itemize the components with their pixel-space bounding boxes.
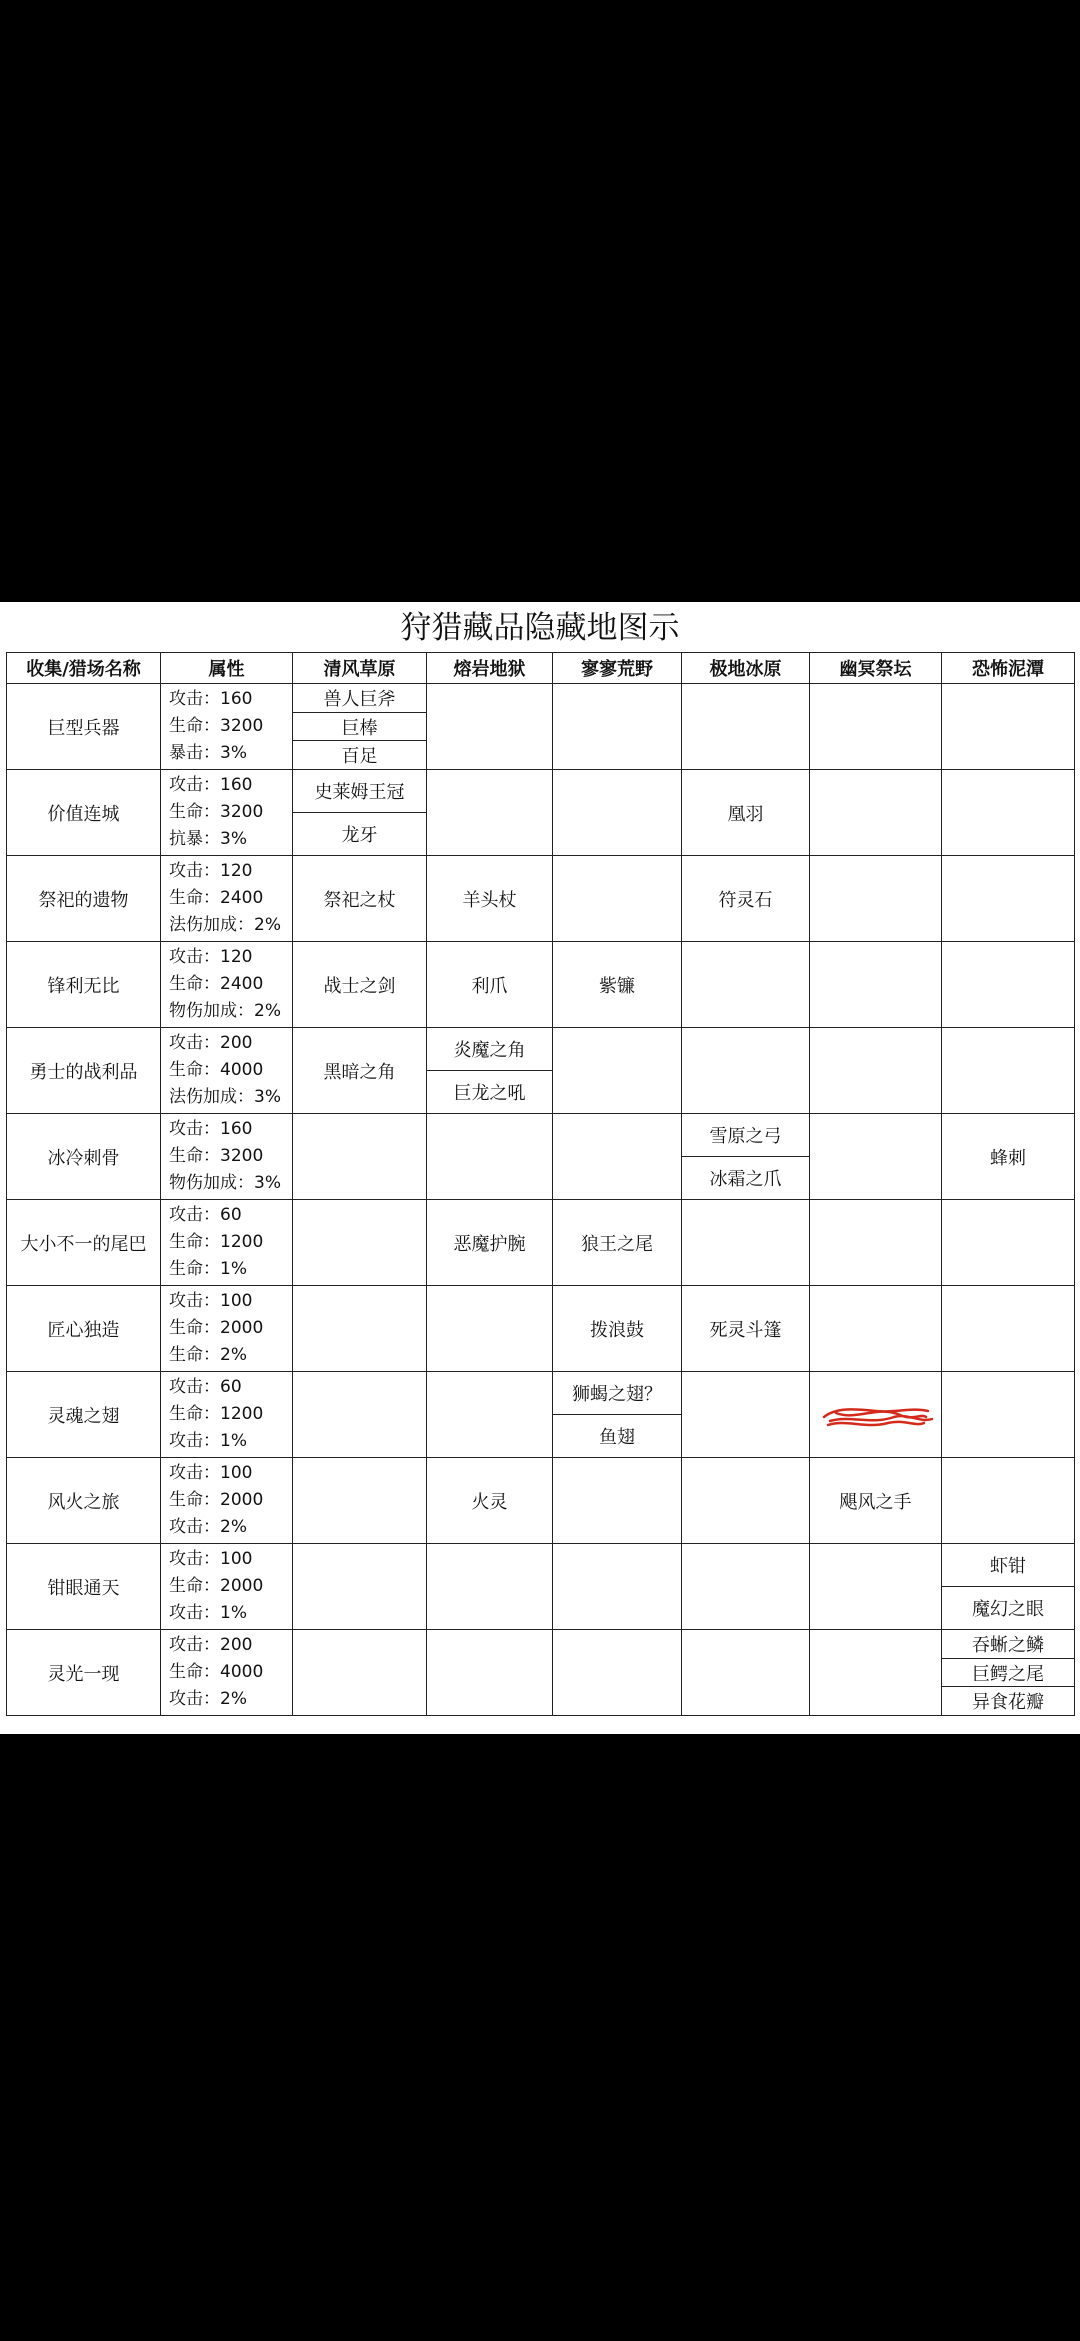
location-cell <box>553 1200 682 1286</box>
collectible-item: 巨棒 <box>293 712 426 741</box>
location-cell <box>427 1286 553 1372</box>
attribute-cell <box>161 1028 293 1114</box>
location-cell <box>293 856 427 942</box>
location-cell <box>810 684 942 770</box>
collectible-item: 飓风之手 <box>839 1491 912 1513</box>
collection-name: 冰冷刺骨 <box>7 1114 161 1200</box>
attribute-line: 法伤加成：2% <box>169 915 281 935</box>
header-cell: 幽冥祭坛 <box>810 653 942 684</box>
location-cell <box>942 1544 1075 1630</box>
collectible-item: 冰霜之爪 <box>682 1156 809 1199</box>
attribute-line: 攻击：1% <box>169 1431 247 1451</box>
header-cell: 恐怖泥潭 <box>942 653 1075 684</box>
attribute-line: 生命：1% <box>169 1259 247 1279</box>
table-row <box>7 942 1075 1028</box>
collectible-item: 拨浪鼓 <box>590 1319 644 1341</box>
header-cell: 收集/猎场名称 <box>7 653 161 684</box>
location-cell <box>682 1114 810 1200</box>
collectible-item: 虾钳 <box>990 1556 1026 1577</box>
location-cell <box>682 1458 810 1544</box>
location-cell <box>293 1458 427 1544</box>
collectible-item: 紫镰 <box>599 975 635 997</box>
collectible-item: 吞蜥之鳞 <box>972 1634 1044 1656</box>
attribute-line: 生命：2% <box>169 1345 247 1365</box>
header-cell: 极地冰原 <box>682 653 810 684</box>
collection-name: 大小不一的尾巴 <box>7 1200 161 1286</box>
attribute-line: 攻击：60 <box>169 1377 242 1397</box>
location-cell <box>293 1544 427 1630</box>
attribute-line: 法伤加成：3% <box>169 1087 281 1107</box>
attribute-cell <box>161 1544 293 1630</box>
location-cell <box>553 684 682 770</box>
collectible-item: 恶魔护腕 <box>453 1233 526 1255</box>
location-cell <box>427 1372 553 1458</box>
table-row <box>7 1372 1075 1458</box>
attribute-cell <box>161 1372 293 1458</box>
location-cell <box>553 856 682 942</box>
location-cell <box>942 770 1075 856</box>
table-row <box>7 1286 1075 1372</box>
collectible-item: 狼王之尾 <box>581 1233 653 1255</box>
location-cell <box>553 1286 682 1372</box>
attribute-line: 生命：2000 <box>169 1318 264 1338</box>
location-cell <box>810 770 942 856</box>
location-cell <box>682 1372 810 1458</box>
collectible-item: 异食花瓣 <box>942 1686 1074 1715</box>
collection-name: 匠心独造 <box>7 1286 161 1372</box>
header-cell: 属性 <box>161 653 293 684</box>
collection-name: 价值连城 <box>7 770 161 856</box>
attribute-line: 生命：2400 <box>169 974 264 994</box>
document-page <box>0 602 1080 1734</box>
attribute-line: 生命：3200 <box>169 802 264 822</box>
location-cell <box>293 1114 427 1200</box>
location-cell <box>293 1286 427 1372</box>
attribute-line: 生命：3200 <box>169 716 264 736</box>
table-row <box>7 856 1075 942</box>
attribute-line: 生命：2400 <box>169 888 264 908</box>
attribute-line: 生命：2000 <box>169 1576 264 1596</box>
attribute-line: 攻击：2% <box>169 1517 247 1537</box>
attribute-line: 攻击：1% <box>169 1603 247 1623</box>
attribute-line: 物伤加成：3% <box>169 1173 281 1193</box>
table-row <box>7 1544 1075 1630</box>
collection-name: 灵光一现 <box>7 1630 161 1716</box>
attribute-cell <box>161 1630 293 1716</box>
attribute-line: 攻击：120 <box>169 861 253 881</box>
attribute-line: 生命：2000 <box>169 1490 264 1510</box>
table-row <box>7 1458 1075 1544</box>
collectible-item: 鱼翅 <box>553 1414 681 1457</box>
attribute-line: 攻击：160 <box>169 689 253 709</box>
collectible-item: 凰羽 <box>727 803 764 825</box>
location-cell <box>293 684 427 770</box>
attribute-line: 攻击：200 <box>169 1635 253 1655</box>
attribute-line: 生命：3200 <box>169 1146 264 1166</box>
location-cell <box>942 1286 1075 1372</box>
attribute-line: 攻击：160 <box>169 1119 253 1139</box>
location-cell <box>553 1458 682 1544</box>
location-cell <box>942 1372 1075 1458</box>
collectible-item: 狮蝎之翅？ <box>572 1384 662 1405</box>
location-cell <box>810 1200 942 1286</box>
collection-name: 巨型兵器 <box>7 684 161 770</box>
collectible-item: 史莱姆王冠 <box>314 782 405 803</box>
location-cell <box>682 684 810 770</box>
attribute-cell <box>161 1114 293 1200</box>
location-cell <box>682 770 810 856</box>
attribute-line: 生命：1200 <box>169 1232 264 1252</box>
collectible-item: 龙牙 <box>293 812 426 855</box>
location-cell <box>810 1372 942 1458</box>
location-cell <box>293 770 427 856</box>
location-cell <box>293 1630 427 1716</box>
collectible-item: 火灵 <box>471 1491 508 1513</box>
location-cell <box>427 770 553 856</box>
location-cell <box>682 856 810 942</box>
location-cell <box>942 942 1075 1028</box>
collectible-item: 祭祀之杖 <box>323 889 396 911</box>
attribute-line: 攻击：120 <box>169 947 253 967</box>
attribute-line: 攻击：200 <box>169 1033 253 1053</box>
location-cell <box>427 1630 553 1716</box>
location-cell <box>942 856 1075 942</box>
table-row <box>7 1114 1075 1200</box>
location-cell <box>427 1114 553 1200</box>
table-row <box>7 1200 1075 1286</box>
location-cell <box>682 1544 810 1630</box>
attribute-cell <box>161 1286 293 1372</box>
location-cell <box>293 1372 427 1458</box>
header-row <box>7 653 1075 684</box>
location-cell <box>810 1544 942 1630</box>
collectible-item: 巨龙之吼 <box>427 1070 552 1113</box>
location-cell <box>427 1028 553 1114</box>
collectible-item: 黑暗之角 <box>323 1061 396 1083</box>
collectible-item: 魔幻之眼 <box>942 1586 1074 1629</box>
header-cell: 熔岩地狱 <box>427 653 553 684</box>
location-cell <box>942 684 1075 770</box>
location-cell <box>682 1286 810 1372</box>
collectible-item: 战士之剑 <box>323 975 396 997</box>
collectible-item: 巨鳄之尾 <box>942 1658 1074 1687</box>
location-cell <box>293 942 427 1028</box>
location-cell <box>810 1028 942 1114</box>
location-cell <box>810 1286 942 1372</box>
collectible-item: 兽人巨斧 <box>323 688 396 710</box>
location-cell <box>427 942 553 1028</box>
location-cell <box>942 1458 1075 1544</box>
attribute-line: 攻击：2% <box>169 1689 247 1709</box>
attribute-line: 抗暴：3% <box>169 829 247 849</box>
attribute-line: 生命：4000 <box>169 1662 264 1682</box>
attribute-cell <box>161 684 293 770</box>
header-cell: 寥寥荒野 <box>553 653 682 684</box>
collection-name: 祭祀的遗物 <box>7 856 161 942</box>
attribute-line: 生命：4000 <box>169 1060 264 1080</box>
location-cell <box>553 770 682 856</box>
attribute-line: 攻击：100 <box>169 1463 253 1483</box>
collectible-item: 羊头杖 <box>462 889 517 911</box>
location-cell <box>553 1028 682 1114</box>
collection-name: 勇士的战利品 <box>7 1028 161 1114</box>
location-cell <box>810 1458 942 1544</box>
collection-name: 灵魂之翅 <box>7 1372 161 1458</box>
collection-table <box>6 652 1075 1716</box>
location-cell <box>553 1114 682 1200</box>
collectible-item: 死灵斗篷 <box>709 1319 782 1341</box>
collectible-item: 雪原之弓 <box>709 1126 782 1147</box>
collection-name: 锋利无比 <box>7 942 161 1028</box>
collectible-item: 炎魔之角 <box>453 1040 526 1061</box>
collection-name: 钳眼通天 <box>7 1544 161 1630</box>
attribute-cell <box>161 1458 293 1544</box>
location-cell <box>553 942 682 1028</box>
location-cell <box>682 942 810 1028</box>
location-cell <box>810 856 942 942</box>
location-cell <box>942 1200 1075 1286</box>
location-cell <box>427 856 553 942</box>
attribute-line: 攻击：100 <box>169 1291 253 1311</box>
attribute-cell <box>161 856 293 942</box>
attribute-line: 攻击：60 <box>169 1205 242 1225</box>
scribble-mark <box>816 1395 936 1435</box>
location-cell <box>810 1114 942 1200</box>
location-cell <box>553 1544 682 1630</box>
location-cell <box>682 1630 810 1716</box>
collection-name: 风火之旅 <box>7 1458 161 1544</box>
attribute-line: 攻击：160 <box>169 775 253 795</box>
location-cell <box>942 1630 1075 1716</box>
attribute-cell <box>161 770 293 856</box>
header-cell: 清风草原 <box>293 653 427 684</box>
location-cell <box>810 942 942 1028</box>
attribute-cell <box>161 942 293 1028</box>
location-cell <box>942 1028 1075 1114</box>
collectible-item: 百足 <box>293 740 426 769</box>
document-title: 狩猎藏品隐藏地图示 <box>400 610 680 646</box>
location-cell <box>810 1630 942 1716</box>
table-row <box>7 770 1075 856</box>
collectible-item: 利爪 <box>471 975 508 997</box>
attribute-line: 生命：1200 <box>169 1404 264 1424</box>
location-cell <box>293 1028 427 1114</box>
location-cell <box>682 1028 810 1114</box>
location-cell <box>553 1372 682 1458</box>
location-cell <box>293 1200 427 1286</box>
table-row <box>7 684 1075 770</box>
collectible-item: 蜂刺 <box>990 1147 1026 1169</box>
attribute-line: 暴击：3% <box>169 743 247 763</box>
location-cell <box>427 1200 553 1286</box>
location-cell <box>427 684 553 770</box>
location-cell <box>942 1114 1075 1200</box>
attribute-line: 物伤加成：2% <box>169 1001 281 1021</box>
location-cell <box>682 1200 810 1286</box>
location-cell <box>427 1544 553 1630</box>
location-cell <box>553 1630 682 1716</box>
attribute-cell <box>161 1200 293 1286</box>
collectible-item: 符灵石 <box>718 889 773 911</box>
location-cell <box>427 1458 553 1544</box>
table-row <box>7 1630 1075 1716</box>
attribute-line: 攻击：100 <box>169 1549 253 1569</box>
table-row <box>7 1028 1075 1114</box>
